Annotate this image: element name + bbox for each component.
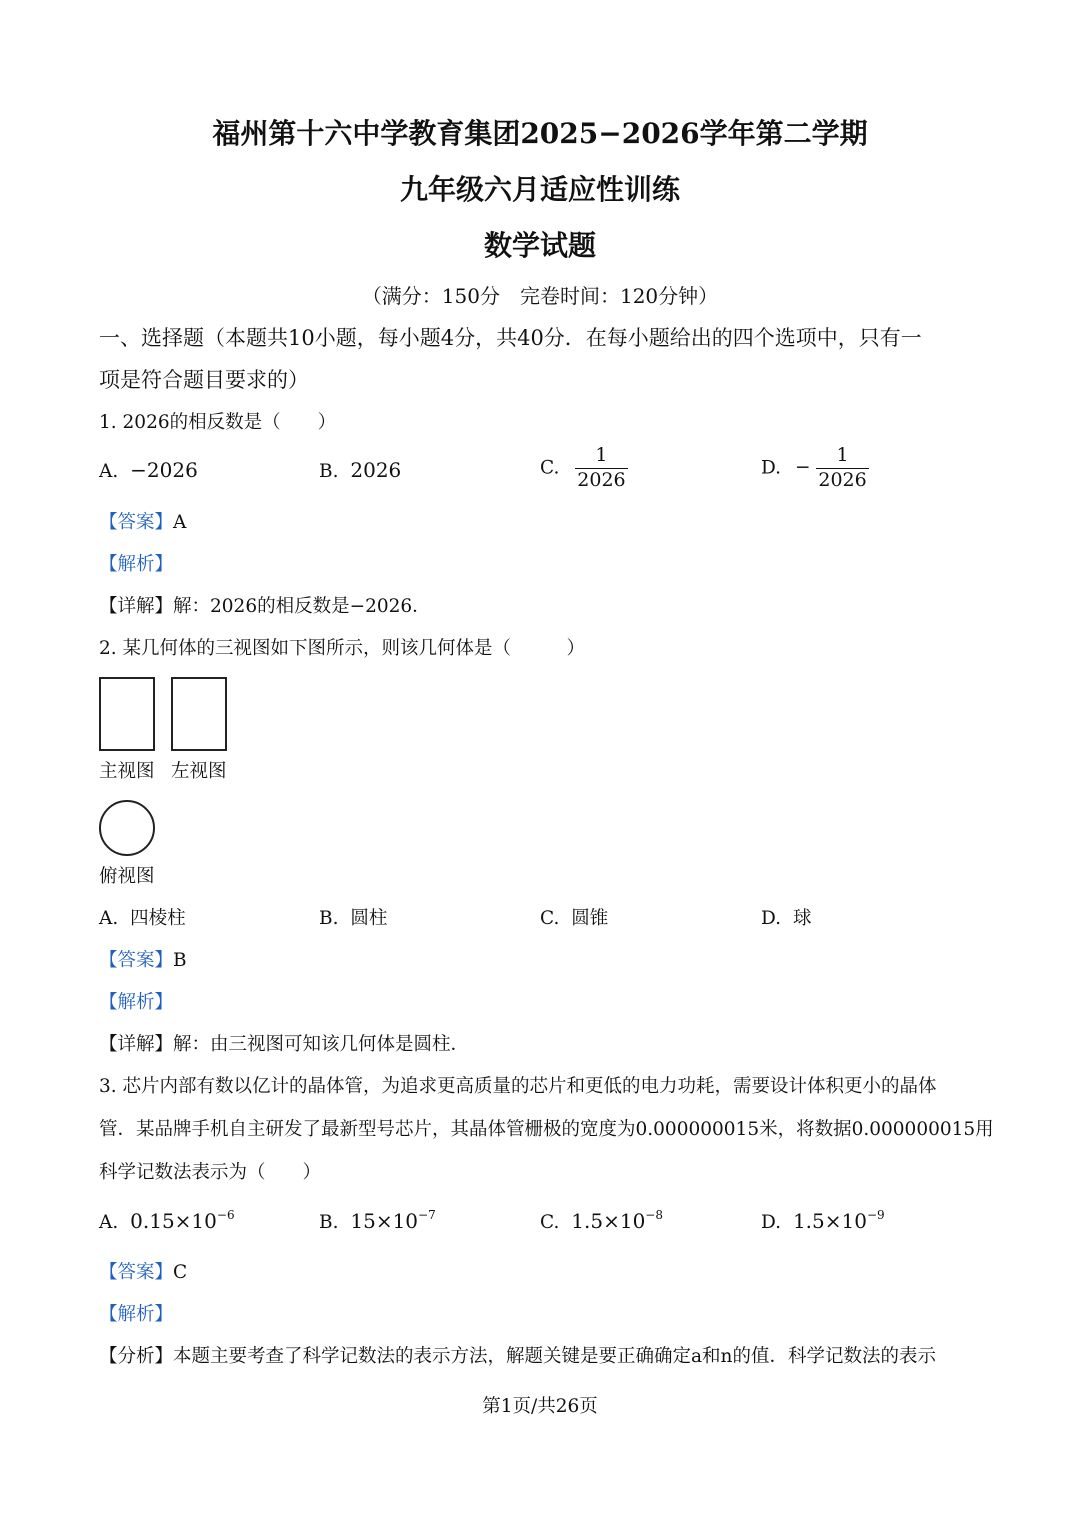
option-exponent: −6: [216, 1208, 235, 1222]
q2-stem: 2. 某几何体的三视图如下图所示，则该几何体是（ ）: [99, 638, 586, 659]
option-label: D.: [761, 1212, 782, 1233]
q3-stem-line2: 管．某品牌手机自主研发了最新型号芯片，其晶体管栅极的宽度为0.000000015米，将数据0.000000015用: [99, 1119, 994, 1140]
q3-option-d: [761, 1208, 885, 1233]
option-label: B.: [319, 1212, 339, 1233]
q1-option-b: [319, 458, 401, 482]
top-view-label: 俯视图: [99, 866, 155, 887]
q2-answer: [99, 946, 187, 972]
q3-stem-line3: 科学记数法表示为（ ）: [99, 1162, 322, 1183]
option-base: 1.5×10: [571, 1209, 646, 1233]
option-value: 圆锥: [571, 908, 609, 929]
detail-tag: 【详解】: [99, 596, 174, 617]
option-label: B.: [319, 908, 339, 929]
fraction: [816, 444, 868, 493]
option-base: 15×10: [350, 1209, 419, 1233]
fraction-denominator: 2026: [577, 468, 626, 491]
section-heading-line1: 一、选择题（本题共10小题，每小题4分，共40分．在每小题给出的四个选项中，只有一: [99, 326, 922, 350]
answer-value: B: [173, 950, 187, 971]
detail-text: 解：由三视图可知该几何体是圆柱．: [173, 1034, 470, 1055]
option-label: C.: [540, 457, 560, 479]
exam-title-subject: 数学试题: [483, 229, 596, 262]
answer-tag: 【答案】: [99, 1262, 174, 1283]
fenxi-text: 本题主要考查了科学记数法的表示方法，解题关键是要正确确定a和n的值．科学记数法的表示: [173, 1346, 936, 1367]
q1-detail: [99, 592, 431, 618]
detail-text: 解：2026的相反数是−2026．: [173, 596, 431, 617]
q1-answer: [99, 508, 186, 534]
q2-option-c: [540, 904, 608, 930]
exam-title-line2: 九年级六月适应性训练: [399, 173, 680, 206]
fenxi-tag: 【分析】: [99, 1346, 174, 1367]
option-base: 1.5×10: [792, 1209, 867, 1233]
q1-stem: 1. 2026的相反数是（ ）: [99, 412, 337, 433]
section-heading-line2: 项是符合题目要求的）: [99, 368, 309, 392]
q3-option-c: [540, 1208, 663, 1233]
top-view-circle: [99, 800, 155, 856]
left-view-label: 左视图: [171, 761, 227, 782]
answer-tag: 【答案】: [99, 950, 174, 971]
q1-option-c: [540, 444, 628, 493]
fraction-numerator: 1: [595, 444, 608, 466]
answer-value: C: [173, 1262, 188, 1283]
detail-tag: 【详解】: [99, 1034, 174, 1055]
answer-tag: 【答案】: [99, 512, 174, 533]
option-label: D.: [761, 457, 782, 479]
option-label: B.: [319, 461, 339, 482]
option-value: 球: [792, 908, 812, 929]
q1-analysis-tag: 【解析】: [99, 554, 174, 575]
q1-option-a: [99, 458, 198, 482]
option-value: 2026: [350, 458, 402, 482]
q3-answer: [99, 1258, 187, 1284]
front-view-label: 主视图: [99, 761, 155, 782]
q2-analysis-tag: 【解析】: [99, 992, 174, 1013]
q3-option-b: [319, 1208, 436, 1233]
option-label: D.: [761, 908, 782, 929]
option-label: A.: [99, 908, 119, 929]
minus-sign: −: [794, 457, 811, 479]
page-number: 第1页/共26页: [482, 1396, 598, 1417]
option-label: A.: [99, 461, 119, 482]
q2-option-d: [761, 904, 811, 930]
option-exponent: −8: [645, 1208, 663, 1222]
exam-title-line1: 福州第十六中学教育集团2025−2026学年第二学期: [212, 117, 868, 150]
score-info: （满分：150分 完卷时间：120分钟）: [361, 284, 719, 308]
option-value: −2026: [130, 458, 198, 482]
front-view-rectangle: [99, 677, 155, 751]
option-label: C.: [540, 908, 560, 929]
option-value: 圆柱: [350, 908, 388, 929]
q3-option-a: [99, 1208, 235, 1233]
answer-value: A: [173, 512, 187, 533]
fraction: [575, 444, 627, 493]
q3-fenxi: [99, 1342, 936, 1368]
option-label: C.: [540, 1212, 560, 1233]
q3-stem-line1: 3. 芯片内部有数以亿计的晶体管，为追求更高质量的芯片和更低的电力功耗，需要设计体积更小的晶体: [99, 1076, 937, 1097]
q2-option-b: [319, 904, 387, 930]
option-exponent: −9: [866, 1208, 885, 1222]
option-value: 四棱柱: [130, 908, 186, 929]
option-exponent: −7: [418, 1208, 436, 1222]
q2-option-a: [99, 904, 186, 930]
q2-detail: [99, 1030, 469, 1056]
fraction-denominator: 2026: [818, 468, 867, 491]
left-view-rectangle: [171, 677, 227, 751]
q1-option-d: [761, 444, 869, 493]
option-label: A.: [99, 1212, 119, 1233]
option-base: 0.15×10: [130, 1209, 217, 1233]
q3-analysis-tag: 【解析】: [99, 1304, 174, 1325]
fraction-numerator: 1: [836, 444, 849, 466]
